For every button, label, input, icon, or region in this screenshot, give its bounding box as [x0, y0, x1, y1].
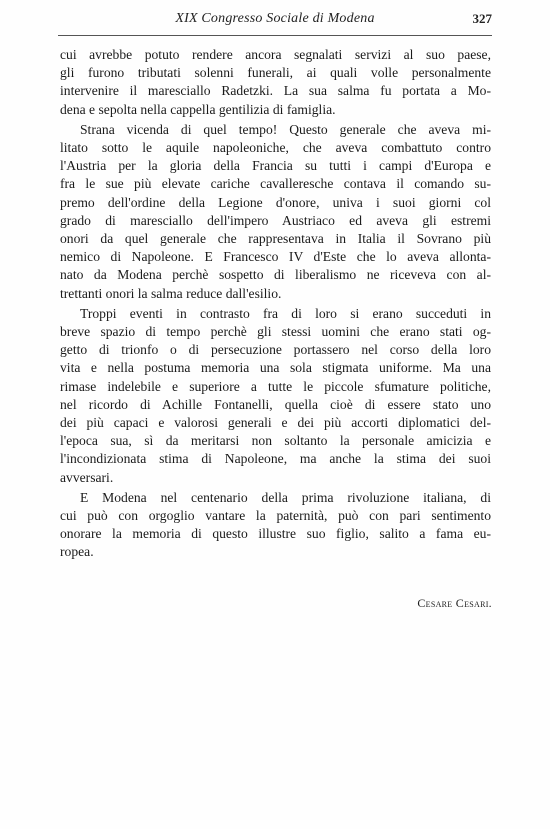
text-line: premo dell'ordine della Legione d'onore, univa i suoi giorni col [60, 194, 491, 210]
text-line: cui avrebbe potuto rendere ancora segnalati servizi al suo paese, [60, 47, 491, 62]
text-line: l'Austria per la gloria della Francia su tutti i campi d'Europa e [60, 158, 491, 174]
text-line: nemico di Napoleone. E Francesco IV d'Este che lo aveva allonta- [60, 249, 491, 265]
text-line: l'epoca sua, sì da meritarsi non soltanto la personale amicizia e [60, 433, 491, 449]
text-line: onori da quel generale che rappresentava in Italia il Sovrano più [60, 231, 491, 247]
text-line: Troppi eventi in contrasto fra di loro si erano succeduti in [80, 305, 491, 321]
text-line: intervenire il maresciallo Radetzki. La sua salma fu portata a Mo- [60, 83, 491, 99]
paragraph-2 [60, 121, 491, 303]
text-line: cui può con orgoglio vantare la paternità, può con pari sentimento [60, 508, 491, 524]
paragraph-4 [60, 489, 491, 562]
text-line: dei più capaci e valorosi generali e dei più accorti diplomatici del- [60, 415, 491, 431]
text-line: trettanti onori la salma reduce dall'esilio. [60, 285, 282, 301]
text-line: dena e sepolta nella cappella gentilizia di famiglia. [60, 101, 336, 117]
text-line: ropea. [60, 544, 94, 560]
text-line: nel ricordo di Achille Fontanelli, quella cioè di essere stato uno [60, 396, 491, 412]
text-line: l'incondizionata stima di Napoleone, ma anche la stima dei suoi [60, 451, 491, 467]
paragraph-1 [60, 46, 491, 119]
text-line: getto di trionfo o di persecuzione portassero nel corso della loro [60, 342, 491, 358]
text-line: vita e nella postuma memoria una sola stigmata uniforme. Ma una [60, 360, 491, 376]
running-header [60, 11, 490, 31]
text-line: onorare la memoria di questo illustre suo figlio, salito a fama eu- [60, 526, 491, 542]
text-line: gli furono tributati solenni funerali, ai quali volle personalmente [60, 65, 491, 81]
text-line: avversari. [60, 469, 114, 485]
header-rule [58, 35, 492, 36]
text-line: fra le sue più elevate cariche cavalleresche contava il comando su- [60, 176, 491, 192]
text-line: grado di maresciallo dell'impero Austriaco ed aveva gli estremi [60, 212, 491, 228]
text-line: E Modena nel centenario della prima rivoluzione italiana, di [80, 489, 491, 505]
running-title: XIX Congresso Sociale di Modena [175, 11, 375, 26]
paragraph-3 [60, 305, 491, 487]
author-signature: Cesare Cesari. [417, 596, 492, 610]
page-number: 327 [472, 11, 492, 26]
text-line: Strana vicenda di quel tempo! Questo generale che aveva mi- [80, 121, 491, 137]
text-line: rimase indelebile e superiore a tutte le piccole sfumature politiche, [60, 378, 491, 394]
text-line: litato sotto le aquile napoleoniche, che aveva combattuto contro [60, 140, 491, 156]
text-line: breve spazio di tempo perchè gli stessi uomini che erano stati og- [60, 324, 491, 340]
body-text [60, 46, 491, 562]
text-line: nato da Modena perchè sospetto di liberalismo ne riceveva con al- [60, 267, 491, 283]
